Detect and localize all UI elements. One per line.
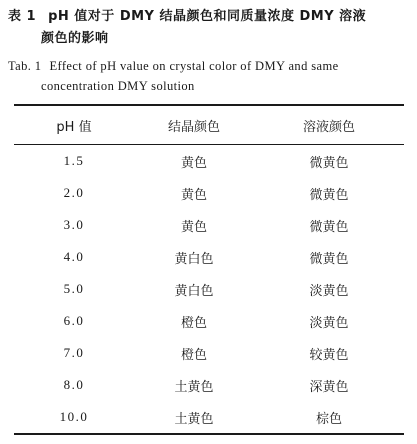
cell-solution-color: 微黄色 <box>309 251 349 267</box>
cell-crystal-color: 黄白色 <box>174 251 214 267</box>
cell-crystal-color: 橙色 <box>180 347 207 363</box>
table-row <box>14 273 404 305</box>
cell-ph: 8.0 <box>63 377 85 392</box>
cn-caption-line1: pH 值对于 DMY 结晶颜色和同质量浓度 DMY 溶液 <box>48 9 367 24</box>
cell-crystal-color: 黄色 <box>180 219 207 235</box>
cell-solution-color: 淡黄色 <box>309 315 349 331</box>
en-table-number: Tab. 1 <box>8 59 42 73</box>
english-caption <box>8 56 408 96</box>
cell-solution-color: 淡黄色 <box>309 283 349 299</box>
cell-ph: 4.0 <box>63 249 85 264</box>
cell-solution-color: 微黄色 <box>309 219 349 235</box>
cell-crystal-color: 黄色 <box>180 155 207 171</box>
cell-ph: 3.0 <box>63 217 85 232</box>
cell-crystal-color: 黄白色 <box>174 283 214 299</box>
ph-color-table <box>14 104 404 435</box>
cell-ph: 6.0 <box>63 313 85 328</box>
table-row <box>14 145 404 178</box>
table-row <box>14 177 404 209</box>
header-ph: pH 值 <box>56 119 92 135</box>
cn-caption-line2: 颜色的影响 <box>41 31 109 46</box>
table-row <box>14 305 404 337</box>
cell-crystal-color: 黄色 <box>180 187 207 203</box>
cell-ph: 7.0 <box>63 345 85 360</box>
cell-solution-color: 较黄色 <box>309 347 349 363</box>
cell-ph: 1.5 <box>63 153 85 168</box>
en-caption-line2: concentration DMY solution <box>41 79 195 93</box>
table-row <box>14 241 404 273</box>
table-row <box>14 209 404 241</box>
cell-ph: 2.0 <box>63 185 85 200</box>
cell-ph: 5.0 <box>63 281 85 296</box>
en-caption-line1: Effect of pH value on crystal color of DMY and same <box>49 59 339 73</box>
chinese-caption <box>8 6 408 50</box>
table-header-row <box>14 105 404 145</box>
table-row <box>14 369 404 401</box>
cell-solution-color: 微黄色 <box>309 187 349 203</box>
cell-solution-color: 微黄色 <box>309 155 349 171</box>
table-caption <box>8 6 408 96</box>
cell-crystal-color: 土黄色 <box>174 379 214 395</box>
cell-crystal-color: 土黄色 <box>174 411 214 427</box>
cell-solution-color: 深黄色 <box>309 379 349 395</box>
cell-ph: 10.0 <box>59 409 89 424</box>
cn-table-number: 表 1 <box>8 9 37 24</box>
cell-crystal-color: 橙色 <box>180 315 207 331</box>
cell-solution-color: 棕色 <box>315 411 342 427</box>
header-crystal-color: 结晶颜色 <box>167 119 220 135</box>
header-solution-color: 溶液颜色 <box>302 119 355 135</box>
data-table-container <box>14 104 404 435</box>
table-row <box>14 337 404 369</box>
table-row <box>14 401 404 434</box>
